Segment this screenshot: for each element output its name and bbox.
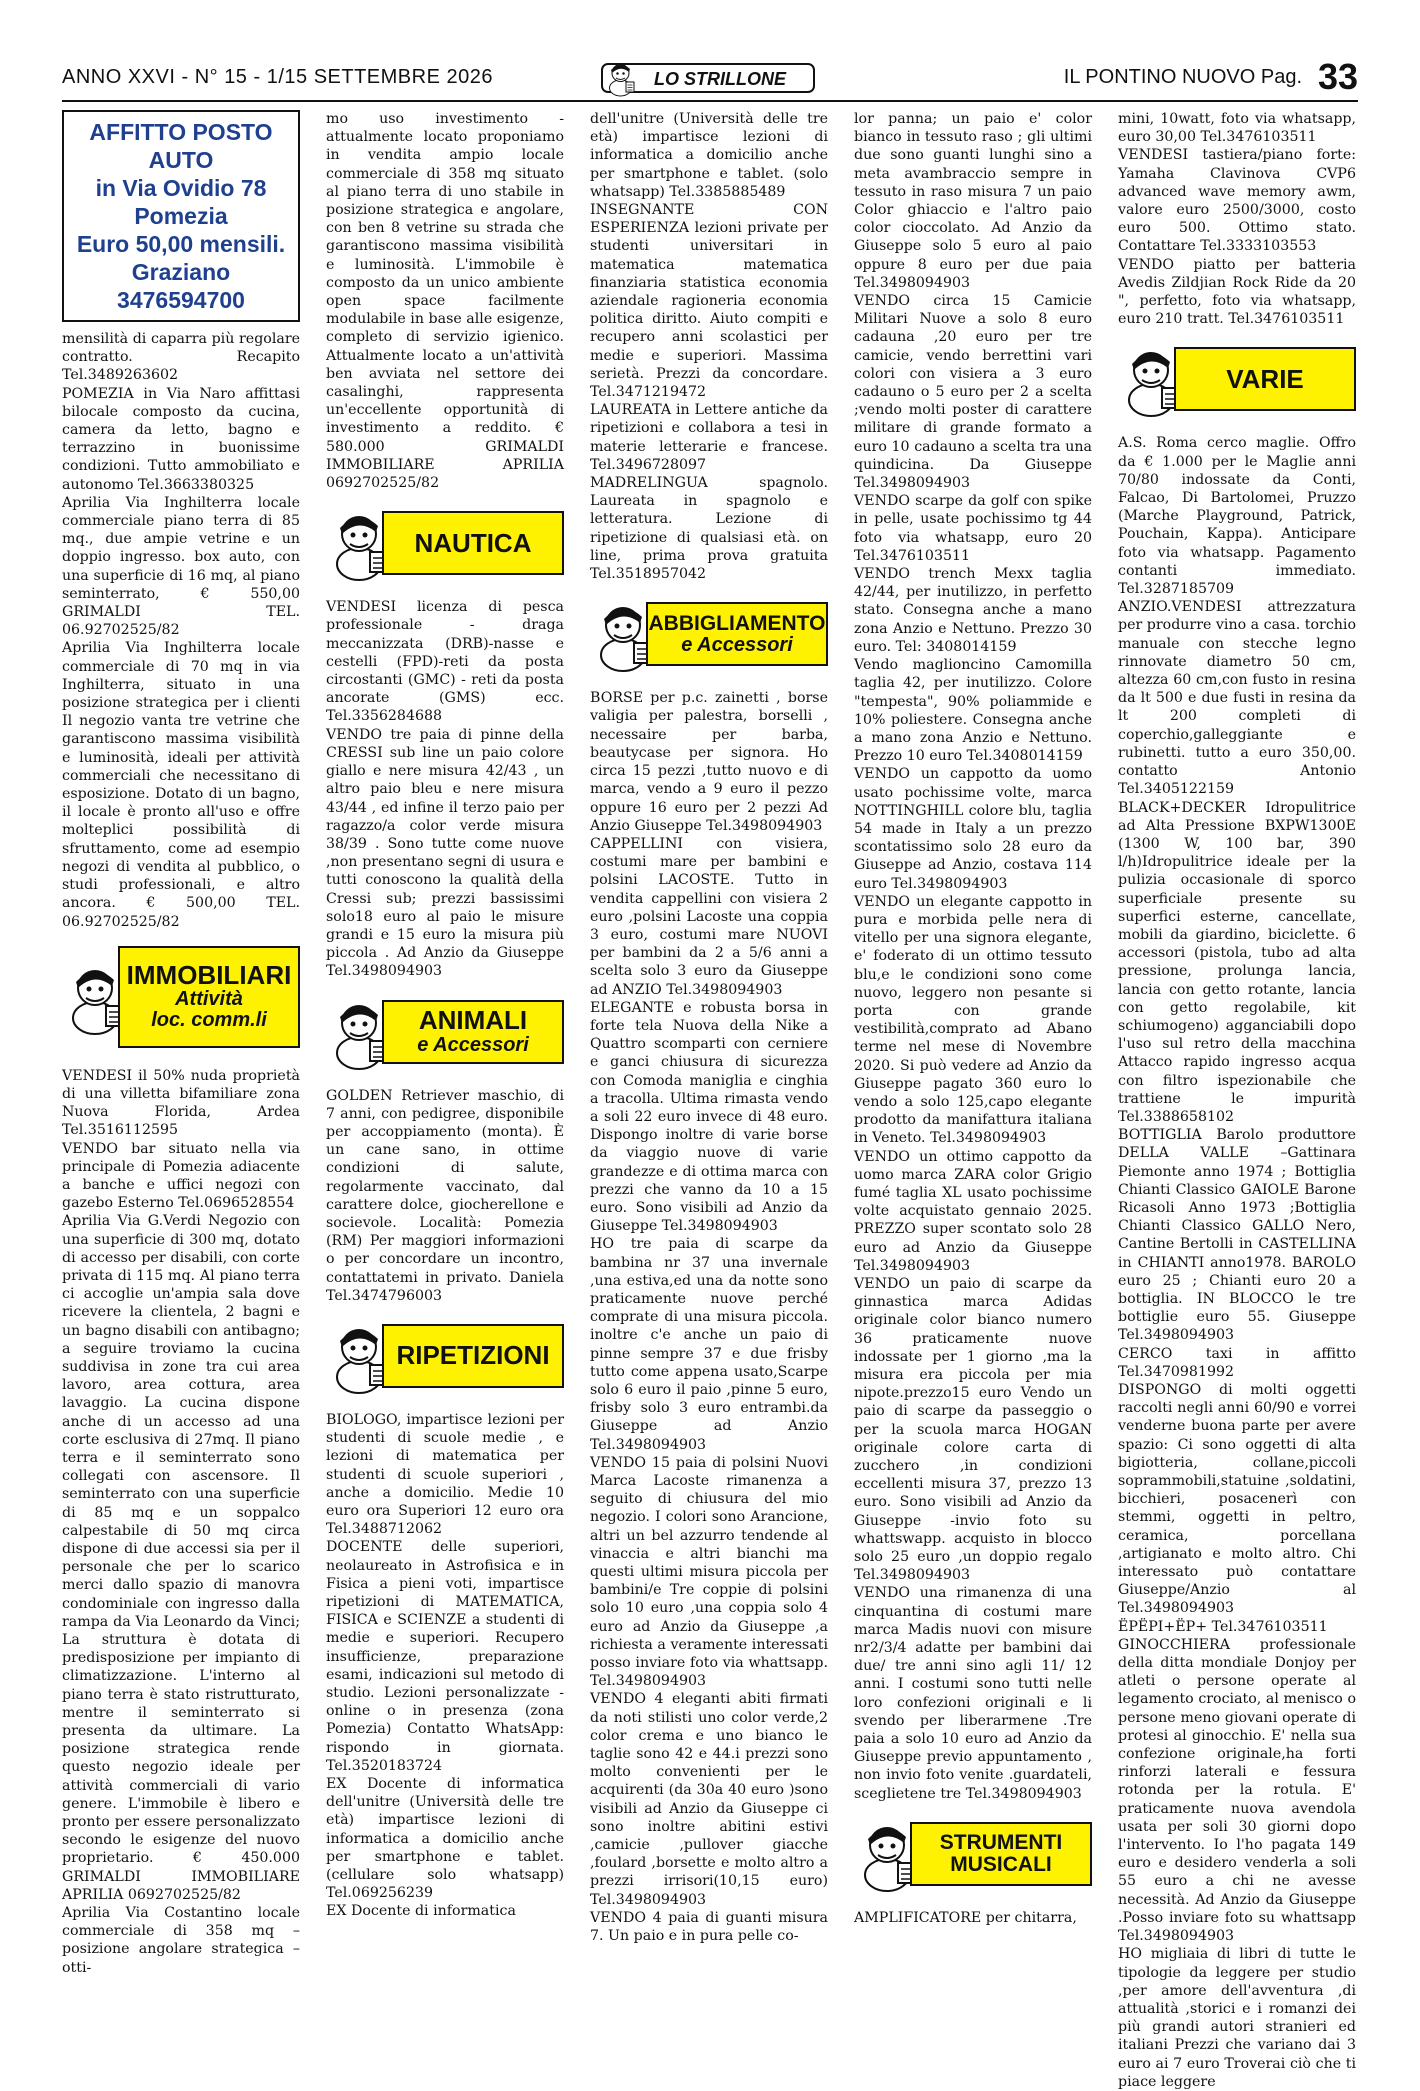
section-title: ANIMALI	[418, 1005, 528, 1036]
section-subtitle: e Accessori	[681, 633, 793, 656]
section-header-animali	[326, 991, 564, 1073]
classified-ad: VENDO 4 paia di guanti misura 7. Un paio e in pura pelle co-	[590, 1909, 828, 1945]
section-header-strumenti-musicali	[854, 1813, 1092, 1895]
classified-ad: VENDO un ottimo cappotto da uomo marca ZARA color Grigio fumé taglia XL usato pochissime volte acquistato gennaio 2025. PREZZO super scontato solo 28 euro ad Anzio da Giuseppe Tel.3498094903	[854, 1148, 1092, 1274]
classified-ad: VENDO un elegante cappotto in pura e morbida pelle nera di vitello per una signora elegante, e' foderato di un ottimo tessuto blu,e le condizioni sono come nuovo, leggero non pesante si porta con grande vestibilità,comprato ad Abano terme nel mese di Novembre 2020. Si può vedere ad Anzio da Giuseppe pagato 360 euro lo vendo a solo 125,capo elegante prodotto da manifattura italiana in Veneto. Tel.3498094903	[854, 893, 1092, 1147]
header-rule	[62, 100, 1358, 102]
classified-ad: VENDO scarpe da golf con spike in pelle, usate pochissimo tg 44 foto via whatsapp, euro 20 Tel.3476103511	[854, 493, 1092, 564]
classified-ad: Aprilia Via Inghilterra locale commerciale piano terra di 85 mq., due ampie vetrine e un doppio ingresso. box auto, con una superficie di 16 mq, al piano seminterrato, € 550,00 GRIMALDI TEL. 06.92702525/82	[62, 494, 300, 639]
parking-ad-box	[62, 110, 300, 322]
classified-ad: Vendo maglioncino Camomilla taglia 42, per inutilizzo. Colore "tempesta", 90% poliammide e 10% poliestere. Consegna anche a mano zona Anzio e Nettuno. Prezzo 10 euro Tel.3408014159	[854, 657, 1092, 765]
classified-ad: VENDO piatto per batteria Avedis Zildjian Rock Ride da 20 ", perfetto, foto via whatsapp, euro 210 tratt. Tel.3476103511	[1118, 256, 1356, 328]
classified-ad: AMPLIFICATORE per chitarra,	[854, 1909, 1077, 1926]
section-title: ABBIGLIAMENTO	[648, 611, 826, 635]
classified-ad: LAUREATA in Lettere antiche da ripetizioni e collabora a tesi in materie letterarie e francese. Tel.3496728097	[590, 402, 828, 473]
ad-line: AFFITTO POSTO AUTO	[89, 119, 273, 173]
classified-ad: ANZIO.VENDESI attrezzatura per produrre vino a casa. torchio manuale con stecche legno rinnovate diametro 50 cm, altezza 60 cm,con fusto in resina da lt 500 e due fusti in resina da lt 200 completi di coperchio,galleggiante e rubinetti. tutto a euro 350,00. contatto Antonio Tel.3405122159	[1118, 599, 1356, 798]
column-4	[854, 110, 1092, 1980]
svg-text:LO STRILLONE: LO STRILLONE	[654, 69, 786, 89]
classified-ad: POMEZIA in Via Naro affittasi bilocale composto da cucina, camera da letto, bagno e terrazzino in buonissime condizioni. Tutto ammobiliato e autonomo Tel.3663380325	[62, 385, 300, 493]
section-header-ripetizioni	[326, 1315, 564, 1397]
section-title: RIPETIZIONI	[396, 1340, 550, 1371]
classified-ad: MADRELINGUA spagnolo. Laureata in spagnolo e letteratura. Lezione di ripetizione di qualsiasi età. on line, prima prova gratuita Tel.3518957042	[590, 475, 828, 583]
classified-ad: EX Docente di informatica	[326, 1903, 516, 1920]
section-title: STRUMENTI	[939, 1830, 1063, 1854]
ad-line: Graziano 3476594700	[117, 259, 245, 313]
classified-ad: DISPONGO di molti oggetti raccolti negli anni 60/90 e vorrei venderne buona parte per avere spazio: Ci sono oggetti di alta bigiotteria, collane,piccoli soprammobili,statuine ,soldatini, bicchieri, posacenerì con stemmi, oggetti in peltro, ceramica, porcellana ,artigianato e molto altro. Chi interessato può contattare Giuseppe/Anzio al Tel.3498094903	[1118, 1382, 1356, 1617]
column-3	[590, 110, 828, 1980]
page-number: 33	[1317, 56, 1358, 97]
classified-ad: A.S. Roma cerco maglie. Offro da € 1.000 per le Maglie anni 70/80 indossate da Conti, Falcao, Di Bartolomei, Pruzzo (Marche Playground, Patrick, Pouchain, Kappa). Anticipare foto via whatsapp. Pagamento contanti immediato. Tel.3287185709	[1118, 435, 1356, 598]
classified-ad: VENDO tre paia di pinne della CRESSI sub line un paio colore giallo e nere misura 42/43 , un altro paio bleu e nere misura 43/44 , ed infine il terzo paio per ragazzo/a color verde misura 38/39 . Sono tutte come nuove ,non presentano segni di usura e tutti conoscono la qualità della Cressi sub; prezzi bassissimi solo18 euro al paio le misure grandi e 15 euro la misura più piccola . Ad Anzio da Giuseppe Tel.3498094903	[326, 726, 564, 980]
classified-ad: dell'unitre (Università delle tre età) impartisce lezioni di informatica a domicilio anche per smartphone e tablet. (solo whatsapp) Tel.3385885489	[590, 111, 828, 200]
column-5	[1118, 110, 1356, 2090]
classified-ad: EX Docente di informatica dell'unitre (Università delle tre età) impartisce lezioni di informatica a domicilio anche per smartphone e tablet. (cellulare solo whatsapp) Tel.069256239	[326, 1776, 564, 1902]
issue-info: ANNO XXVI - N° 15 - 1/15 SETTEMBRE 2026	[62, 66, 493, 88]
classified-ad: ËPËPI+ËP+ Tel.3476103511	[1118, 1618, 1328, 1635]
classified-ad: mensilità di caparra più regolare contratto. Recapito Tel.3489263602	[62, 331, 300, 384]
classified-ad: INSEGNANTE CON ESPERIENZA lezioni private per studenti universitari in matematica matematica finanziaria statistica economia aziendale ragioneria economia politica diritto. Aiuto compiti e recupero anni scolastici per medie e superiori. Massima serietà. Prezzi da concordare. Tel.3471219472	[590, 202, 828, 401]
column-2	[326, 110, 564, 1980]
publication-name: IL PONTINO NUOVO Pag.	[1063, 66, 1302, 88]
classified-ad: HO migliaia di libri di tutte le tipologie da leggere per studio ,per amore dell'avventura ,di attualità ,storici e i romanzi dei più grandi autori stranieri ed italiani Prezzi che variano dai 3 euro ai 7 euro Troverai ciò che ti piace leggere	[1118, 1946, 1356, 2090]
classified-ad: BLACK+DECKER Idropulitrice ad Alta Pressione BXPW1300E (1300 W, 100 bar, 390 l/h)Idropulitrice ideale per la pulizia occasionale di sporco superficiale presente su superfici esterne, cancellate, mobili da giardino, biciclette. 6 accessori (pistola, tubo ad alta pressione, prolunga lancia, lancia con getto rotante, lancia con getto regolabile, kit schiumogeno) agganciabili dopo l'uso sul retro della macchina Attacco rapido ingresso acqua con filtro ispezionabile che trattiene le impurità Tel.3388658102	[1118, 799, 1356, 1125]
section-subtitle: Attività	[175, 988, 243, 1011]
classified-ad: VENDO bar situato nella via principale di Pomezia adiacente a banche e uffici negozi con gazebo Esterno Tel.0696528554	[62, 1140, 300, 1212]
classified-ad: Aprilia Via Costantino locale commerciale di 358 mq – posizione angolare strategica – otti-	[62, 1905, 300, 1976]
classified-ad: VENDO trench Mexx taglia 42/44, per inutilizzo, in perfetto stato. Consegna anche a mano zona Anzio e Nettuno. Prezzo 30 euro. Tel: 3408014159	[854, 566, 1092, 655]
classified-ad: VENDESI il 50% nuda proprietà di una villetta bifamiliare zona Nuova Florida, Ardea Tel.3516112595	[62, 1067, 300, 1139]
classified-ad: VENDO una rimanenza di una cinquantina di costumi mare marca Madis nuovi con misure nr2/3/4 adatte per bambini dai due/ tre anni sino agli 11/ 12 anni. I costumi sono tutti nelle loro confezioni originali e li svendo per liberarmene .Tre paia a solo 10 euro ad Anzio da Giuseppe previo appuntamento , non invio foto venite .guardateli, sceglietene tre Tel.3498094903	[854, 1585, 1092, 1802]
classified-ad: Aprilia Via Inghilterra locale commerciale di 70 mq in via Inghilterra, situato in una posizione strategica per i clienti Il negozio vanta tre vetrine che garantiscono massima visibilità e luminosità, ideali per attività commerciali che necessitano di esposizione. Dotato di un bagno, il locale è pronto all'uso e offre molteplici possibilità di sfruttamento, come ad esempio negozi di vendita al pubblico, o studi professionali, e altro ancora. € 500,00 TEL. 06.92702525/82	[62, 640, 300, 930]
classified-ad: VENDO 15 paia di polsini Nuovi Marca Lacoste rimanenza a seguito di chiusura del mio negozio. I colori sono Arancione, altri un bel azzurro tendende al vinaccia e altri bianchi ma questi ultimi misura piccola per bambini/e Tre coppie di polsini solo 10 euro ,una coppia solo 4 euro ad Anzio da Giuseppe ,a richiesta a veramente interessati posso inviare foto via whattsapp. Tel.3498094903	[590, 1454, 828, 1690]
classified-ad: VENDO circa 15 Camicie Militari Nuove a solo 8 euro cadauna ,20 euro per tre camicie, vendo berrettini vari colori con visiera a 3 euro cadauno o 5 euro per 2 a scelta ;vendo molti poster di carattere militare di grande formato a euro 10 cadauno a scelta tra una quindicina. Da Giuseppe Tel.3498094903	[854, 293, 1092, 492]
classified-ad: DOCENTE delle superiori, neolaureato in Astrofisica e in Fisica a pieni voti, impartisce ripetizioni di MATEMATICA, FISICA e SCIENZE a studenti di medie e superiori. Recupero insufficienze, preparazione esami, indicazioni sul metodo di studio. Lezioni personalizzate - online o in presenza (zona Pomezia) Contatto WhatsApp: rispondo in giornata. Tel.3520183724	[326, 1539, 564, 1774]
section-subtitle: e Accessori	[417, 1033, 529, 1056]
classified-ad: CAPPELLINI con visiera, costumi mare per bambini e polsini LACOSTE. Tutto in vendita cappellini con visiera 2 euro ,polsini Lacoste una coppia 3 euro, costumi mare NUOVI per bambini da 2 a 5/6 anni a scelta solo 3 euro da Giuseppe ad ANZIO Tel.3498094903	[590, 835, 828, 998]
section-header-nautica	[326, 502, 564, 584]
classified-ad: mo uso investimento -attualmente locato proponiamo in vendita ampio locale commerciale di 358 mq situato al piano terra di uno stabile in posizione strategica e angolare, con ben 8 vetrine su strada che garantiscono massima visibilità e luminosità. L'immobile è composto da un unico ambiente open space facilmente modulabile in base alle esigenze, completo di servizio igienico. Attualmente locato a un'attività ben avviata nel settore dei casalinghi, rappresenta un'eccellente opportunità di investimento a reddito. € 580.000 GRIMALDI IMMOBILIARE APRILIA 0692702525/82	[326, 111, 564, 492]
lo-strillone-logo	[600, 58, 816, 98]
classified-ad: VENDO un cappotto da uomo usato pochissime volte, marca NOTTINGHILL colore blu, taglia 54 made in Italy a un prezzo scontatissimo solo 28 euro da Giuseppe ad Anzio, costava 114 euro Tel.3498094903	[854, 766, 1092, 892]
section-title: MUSICALI	[950, 1852, 1052, 1876]
classified-ad: BORSE per p.c. zainetti , borse valigia per palestra, borselli , necessaire per barba, beautycase per signora. Ho circa 15 pezzi ,tutto nuovo e di marca, vendo a 9 euro il pezzo oppure 16 euro per 2 pezzi Ad Anzio Giuseppe Tel.3498094903	[590, 690, 828, 834]
classified-ad: BIOLOGO, impartisce lezioni per studenti di scuole medie , e lezioni di matematica per studenti di scuole superiori , anche a domicilio. Medie 10 euro ora Superiori 12 euro ora Tel.3488712062	[326, 1411, 564, 1538]
column-1	[62, 110, 300, 1980]
classified-ad: VENDESI tastiera/piano forte: Yamaha Clavinova CVP6 advanced wave memory awm, valore euro 2500/3000, costo euro 500. Ottimo stato. Contattare Tel.3333103553	[1118, 147, 1356, 255]
classified-ad: Aprilia Via G.Verdi Negozio con una superficie di 300 mq, dotato di accesso per disabili, con corte privata di 115 mq. Al piano terra ci accoglie un'ampia sala dove ricevere la clientela, 2 bagni e un bagno disabili con antibagno; a seguire troviamo la cucina suddivisa in zone tra cui area lavoro, area cottura, area lavaggio. La cucina dispone anche di un accesso ad una corte esclusiva di 27mq. Il piano terra e il seminterrato sono collegati con ascensore. Il seminterrato con una superficie di 85 mq e un soppalco calpestabile di 50 mq circa dispone di due accessi sia per il personale che per lo scarico merci dallo spazio di manovra condominiale con ingresso dalla rampa da Via Leonardo da Vinci; La struttura è dotata di predisposizione per impianto di climatizzazione. L'interno al piano terra è stato ristrutturato, mentre il seminterrato si presenta da ultimare. La posizione strategica rende questo negozio ideale per attività commerciali di vario genere. L'immobile è libero e pronto per essere personalizzato secondo le esigenze del nuovo proprietario. € 450.000 GRIMALDI IMMOBILIARE APRILIA 0692702525/82	[62, 1213, 300, 1903]
classified-ad: VENDO 4 eleganti abiti firmati da noti stilisti uno color verde,2 color crema e uno bianco le taglie sono 42 e 44.i prezzi sono molto convenienti per le acquirenti (da 30a 40 euro )sono visibili ad Anzio da Giuseppe ci sono inoltre abitini estivi ,camicie ,pullover giacche ,foulard ,borsette e molto altro a prezzi irrisori(10,15 euro) Tel.3498094903	[590, 1691, 828, 1908]
section-header-immobiliari	[62, 941, 300, 1053]
section-title: IMMOBILIARI	[126, 960, 292, 991]
section-header-varie	[1118, 338, 1356, 420]
classified-ad: CERCO taxi in affitto Tel.3470981992	[1118, 1345, 1356, 1380]
classified-ad: VENDO un paio di scarpe da ginnastica marca Adidas originale color bianco numero 36 praticamente nuove indossate per 1 giorno ,ma la misura era piccola per mia nipote.prezzo15 euro Vendo un paio di scarpe da passeggio o per la scuola marca HOGAN originale colore carta di zucchero ,in condizioni eccellenti misura 37, prezzo 13 euro. Sono visibili ad Anzio da Giuseppe -invio foto su whattswapp. acquisto in blocco solo 25 euro ,un doppio regalo Tel.3498094903	[854, 1276, 1092, 1584]
classified-ad: mini, 10watt, foto via whatsapp, euro 30,00 Tel.3476103511	[1118, 111, 1356, 146]
classified-ad: GOLDEN Retriever maschio, di 7 anni, con pedigree, disponibile per accoppiamento (monta). È un cane sano, in ottime condizioni di salute, regolarmente vaccinato, dal carattere dolce, giocherellone e socievole. Località: Pomezia (RM) Per maggiori informazioni o per concordare un incontro, contattatemi in privato. Daniela Tel.3474796003	[326, 1087, 564, 1304]
section-title: VARIE	[1226, 363, 1304, 394]
ad-line: in Via Ovidio 78 Pomezia	[95, 175, 267, 229]
classified-ad: VENDESI licenza di pesca professionale - draga meccanizzata (DRB)-nasse e cestelli (FPD)-reti da posta circostanti (GMC) - reti da posta ancorate (GMS) ecc. Tel.3356284688	[326, 599, 564, 725]
classified-ad: ELEGANTE e robusta borsa in forte tela Nuova della Nike a Quattro scomparti con cerniere e ganci chiusura di sicurezza con Comoda maniglia e cinghia a tracolla. Ultima rimasta vendo a soli 22 euro invece di 48 euro. Dispongo inoltre di varie borse da viaggio nuove di varie grandezze e di ottima marca con prezzi che vanno da 10 a 15 euro. Sono visibili ad Anzio da Giuseppe Tel.3498094903	[590, 999, 828, 1235]
ad-line: Euro 50,00 mensili.	[76, 231, 286, 257]
classified-ad: HO tre paia di scarpe da bambina nr 37 una invernale ,una estiva,ed una da notte sono praticamente nuove perché comprate di una misura piccola. inoltre c'e anche un paio di pinne sempre 37 e due frisby tutto come appena usato,Scarpe solo 6 euro il paio ,pinne 5 euro, frisby solo 3 euro entrambi.da Giuseppe ad Anzio Tel.3498094903	[590, 1236, 828, 1453]
classified-ad: GINOCCHIERA professionale della ditta mondiale Donjoy per atleti o persone operate al legamento crociato, al menisco o persone meno giovani operate di protesi al ginocchio. E' nella sua confezione originale,ha forti rinforzi laterali e fessura rotonda per la rotula. E' praticamente nuova avendola usata per soli 30 giorni dopo l'intervento. Io l'ho pagata 149 euro e desidero venderla a soli 55 euro a chi ne avesse necessità. Ad Anzio da Giuseppe .Posso inviare foto su whattsapp Tel.3498094903	[1118, 1636, 1356, 1945]
section-subtitle: loc. comm.li	[151, 1009, 267, 1032]
classified-ad: BOTTIGLIA Barolo produttore DELLA VALLE –Gattinara Piemonte anno 1974 ; Bottiglia Chianti Classico GAIOLE Barone Ricasoli Anno 1973 ;Bottiglia Chianti Classico GALLO Nero, Cantine Bertolli in CASTELLINA in CHIANTI anno1978. BAROLO euro 25 ; Chianti euro 20 a bottiglia. IN BLOCCO le tre bottiglie euro 55. Giuseppe Tel.3498094903	[1118, 1127, 1356, 1344]
section-header-abbigliamento	[590, 593, 828, 675]
section-title: NAUTICA	[414, 527, 532, 558]
classified-ad: lor panna; un paio e' color bianco in tessuto raso ; gli ultimi due sono guanti lunghi sino a meta avambraccio sempre in tessuto in raso misura 7 un paio Color ghiaccio e l'altro paio color cioccolato. Ad Anzio da Giuseppe solo 5 euro al paio oppure 8 euro per due paia Tel.3498094903	[854, 111, 1092, 291]
